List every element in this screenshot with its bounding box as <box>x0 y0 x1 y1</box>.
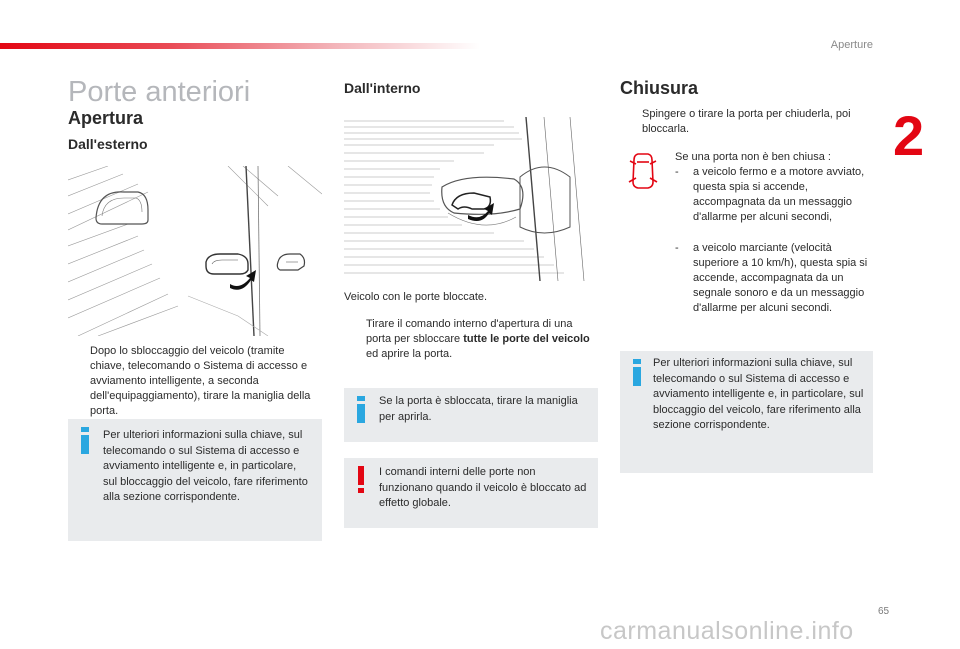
info-text-middle: Se la porta è sbloccata, tirare la maniglia per aprirla. <box>379 395 578 423</box>
heading-apertura: Apertura <box>68 108 144 128</box>
info-box-middle <box>344 388 598 442</box>
section-name: Aperture <box>830 39 873 51</box>
warning-text-middle: I comandi interni delle porte non funzionano quando il veicolo è bloccato ad effetto globale. <box>379 466 587 509</box>
info-text-left: Per ulteriori informazioni sulla chiave, sul telecomando o sul Sistema di accesso e avviamento intelligente e, in particolare, sul bloccaggio del veicolo, fare riferimento alla sezione corrispondente. <box>103 429 308 503</box>
chapter-number: 2 <box>893 104 925 167</box>
info-icon <box>81 427 89 454</box>
heading-dall-esterno: Dall'esterno <box>68 136 148 152</box>
info-icon <box>357 396 365 423</box>
header-accent-bar <box>0 43 480 49</box>
heading-chiusura: Chiusura <box>620 78 699 98</box>
lamp-dash-2: - <box>675 242 679 254</box>
exterior-door-handle-illustration <box>68 166 322 336</box>
info-box-left <box>68 419 322 541</box>
lamp-dash-1: - <box>675 166 679 178</box>
watermark: carmanualsonline.info <box>600 617 854 645</box>
info-icon <box>633 359 641 386</box>
interior-opening-text <box>366 317 598 362</box>
info-box-right <box>620 351 873 473</box>
info-text-right: Per ulteriori informazioni sulla chiave, sul telecomando o sul Sistema di accesso e avviamento intelligente e, in particolare, sul bloccaggio del veicolo, fare riferimento alla sezione corrispondente. <box>653 357 864 431</box>
door-open-warning-lamp-icon <box>627 152 659 190</box>
lamp-intro-text: Se una porta non è ben chiusa : <box>675 151 831 163</box>
heading-dall-interno: Dall'interno <box>344 80 421 96</box>
page-title: Porte anteriori <box>68 76 251 108</box>
interior-opening-text-end: ed aprire la porta. <box>366 348 453 360</box>
warning-box-middle <box>344 458 598 528</box>
closing-text: Spingere o tirare la porta per chiuderla, poi bloccarla. <box>642 108 851 135</box>
interior-door-handle-illustration <box>344 117 598 281</box>
warning-icon <box>357 466 365 493</box>
interior-opening-text-start: Tirare il comando interno d'apertura di una porta per sbloccare <box>366 318 573 345</box>
page-number: 65 <box>878 606 890 617</box>
lamp-item-moving: a veicolo marciante (velocità superiore a 10 km/h), questa spia si accende, accompagnata da un segnale sonoro e da un messaggio d'allarme per alcuni secondi. <box>693 242 868 314</box>
lamp-item-stationary: a veicolo fermo e a motore avviato, questa spia si accende, accompagnata da un messaggio d'allarme per alcuni secondi, <box>693 166 865 223</box>
exterior-opening-text: Dopo lo sbloccaggio del veicolo (tramite chiave, telecomando o Sistema di accesso e avviamento intelligente, a seconda dell'equipaggiamento), tirare la maniglia della porta. <box>90 345 311 417</box>
locked-vehicle-caption: Veicolo con le porte bloccate. <box>344 291 488 303</box>
interior-opening-text-bold: tutte le porte del veicolo <box>463 333 590 345</box>
